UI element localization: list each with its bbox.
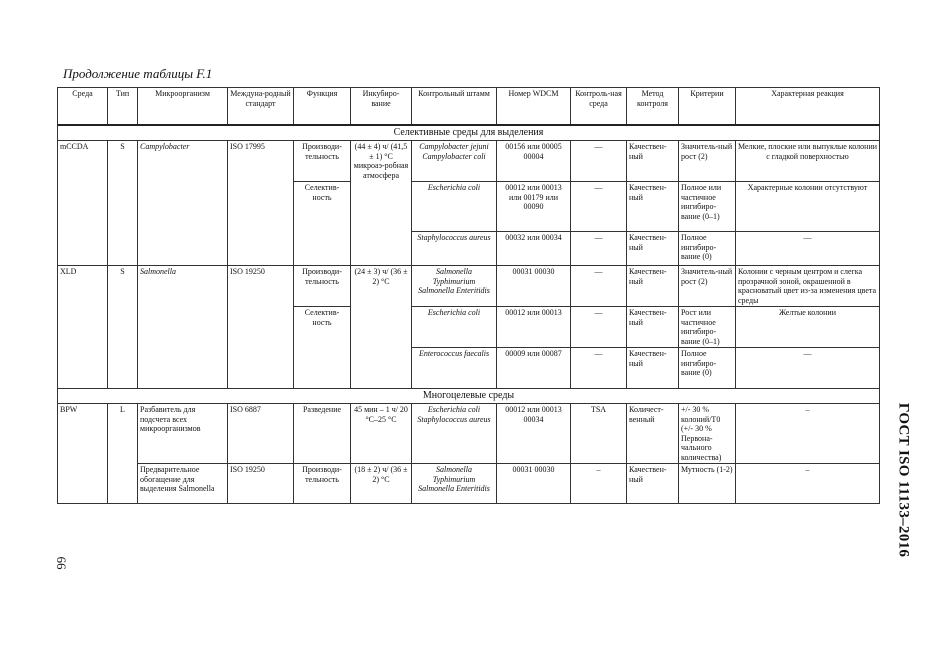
method-cell: Количест-венный: [627, 404, 679, 464]
table-continuation-title: Продолжение таблицы F.1: [63, 66, 213, 81]
method-cell: Качествен-ный: [627, 464, 679, 504]
header-cell: Тип: [108, 88, 138, 126]
type-cell: S: [108, 266, 138, 389]
microorganism-cell: Campylobacter: [138, 141, 228, 266]
type-cell: S: [108, 141, 138, 266]
standard-cell: ISO 6887: [228, 404, 294, 464]
header-cell: Характерная реакция: [736, 88, 880, 126]
header-cell: Контрольный штамм: [412, 88, 497, 126]
control-medium-cell: TSA: [571, 404, 627, 464]
control-medium-cell: —: [571, 348, 627, 389]
microorganism-cell: Предварительное обогащение для выделения Salmonella: [138, 464, 228, 504]
page-number: 66: [54, 556, 69, 570]
medium-cell: mCCDA: [58, 141, 108, 266]
medium-cell: XLD: [58, 266, 108, 389]
reaction-cell: Характерные колонии отсутствуют: [736, 182, 880, 232]
strain-cell: Salmonella Typhimurium Salmonella Enteritidis: [412, 464, 497, 504]
wdcm-cell: 00031 00030: [497, 266, 571, 307]
criteria-cell: Полное или частичное ингибиро-вание (0–1): [679, 182, 736, 232]
incubation-cell: (44 ± 4) ч/ (41,5 ± 1) °С микроаэ-робная атмосфера: [351, 141, 412, 266]
header-cell: Контроль-ная среда: [571, 88, 627, 126]
reaction-cell: –: [736, 404, 880, 464]
method-cell: Качествен-ный: [627, 266, 679, 307]
header-cell: Критерии: [679, 88, 736, 126]
table-row: [58, 464, 880, 504]
strain-cell: Staphylococcus aureus: [412, 232, 497, 266]
wdcm-cell: 00009 или 00087: [497, 348, 571, 389]
criteria-cell: Значитель-ный рост (2): [679, 141, 736, 182]
strain-cell: Escherichia coli Staphylococcus aureus: [412, 404, 497, 464]
table-row: [58, 404, 880, 464]
standard-cell: ISO 19250: [228, 464, 294, 504]
header-cell: Микроорганизм: [138, 88, 228, 126]
control-medium-cell: –: [571, 464, 627, 504]
section-row: [58, 125, 880, 141]
function-cell: Разведение: [294, 404, 351, 464]
criteria-cell: Полное ингибиро-вание (0): [679, 232, 736, 266]
function-cell: Производи-тельность: [294, 266, 351, 307]
incubation-cell: (18 ± 2) ч/ (36 ± 2) °С: [351, 464, 412, 504]
method-cell: Качествен-ный: [627, 141, 679, 182]
table-header-row: [58, 88, 880, 126]
medium-cell: BPW: [58, 404, 108, 504]
header-cell: Номер WDCM: [497, 88, 571, 126]
wdcm-cell: 00012 или 00013 00034: [497, 404, 571, 464]
strain-cell: Escherichia coli: [412, 182, 497, 232]
strain-cell: Salmonella Typhimurium Salmonella Enteritidis: [412, 266, 497, 307]
reaction-cell: Колонии с черным центром и слегка прозрачной зоной, окрашенной в красноватый цвет из-за изменения цвета среды: [736, 266, 880, 307]
wdcm-cell: 00012 или 00013 или 00179 или 00090: [497, 182, 571, 232]
criteria-cell: Полное ингибиро-вание (0): [679, 348, 736, 389]
strain-cell: Enterococcus faecalis: [412, 348, 497, 389]
method-cell: Качествен-ный: [627, 348, 679, 389]
function-cell: Селектив-ность: [294, 307, 351, 389]
header-cell: Междуна-родный стандарт: [228, 88, 294, 126]
criteria-cell: Значитель-ный рост (2): [679, 266, 736, 307]
header-cell: Функция: [294, 88, 351, 126]
wdcm-cell: 00156 или 00005 00004: [497, 141, 571, 182]
control-medium-cell: —: [571, 232, 627, 266]
reaction-cell: Желтые колонии: [736, 307, 880, 348]
header-cell: Среда: [58, 88, 108, 126]
control-medium-cell: —: [571, 307, 627, 348]
criteria-cell: Рост или частичное ингибиро-вание (0–1): [679, 307, 736, 348]
incubation-cell: 45 мин – 1 ч/ 20 °С–25 °С: [351, 404, 412, 464]
method-cell: Качествен-ный: [627, 182, 679, 232]
control-medium-cell: —: [571, 266, 627, 307]
strain-cell: Escherichia coli: [412, 307, 497, 348]
type-cell: L: [108, 404, 138, 504]
reaction-cell: Мелкие, плоские или выпуклые колонии с гладкой поверхностью: [736, 141, 880, 182]
header-cell: Метод контроля: [627, 88, 679, 126]
table-row: [58, 141, 880, 182]
wdcm-cell: 00031 00030: [497, 464, 571, 504]
function-cell: Производи-тельность: [294, 464, 351, 504]
standard-side-header: ГОСТ ISO 11133–2016: [895, 402, 912, 558]
incubation-cell: (24 ± 3) ч/ (36 ± 2) °С: [351, 266, 412, 389]
control-medium-cell: —: [571, 141, 627, 182]
criteria-cell: Мутность (1-2): [679, 464, 736, 504]
reaction-cell: –: [736, 464, 880, 504]
function-cell: Селектив-ность: [294, 182, 351, 266]
wdcm-cell: 00012 или 00013: [497, 307, 571, 348]
strain-cell: Campylobacter jejuni Campylobacter coli: [412, 141, 497, 182]
section-title-selective: Селективные среды для выделения: [58, 125, 880, 141]
media-table: [57, 87, 880, 504]
wdcm-cell: 00032 или 00034: [497, 232, 571, 266]
microorganism-cell: Salmonella: [138, 266, 228, 389]
criteria-cell: +/- 30 % колоний/T0 (+/- 30 % Первона-чального количества): [679, 404, 736, 464]
method-cell: Качествен-ный: [627, 232, 679, 266]
microorganism-cell: Разбавитель для подсчета всех микроорганизмов: [138, 404, 228, 464]
section-title-multi: Многоцелевые среды: [58, 389, 880, 404]
section-row: [58, 389, 880, 404]
reaction-cell: —: [736, 348, 880, 389]
standard-cell: ISO 17995: [228, 141, 294, 266]
standard-cell: ISO 19250: [228, 266, 294, 389]
method-cell: Качествен-ный: [627, 307, 679, 348]
function-cell: Производи-тельность: [294, 141, 351, 182]
table-row: [58, 266, 880, 307]
header-cell: Инкубиро-вание: [351, 88, 412, 126]
control-medium-cell: —: [571, 182, 627, 232]
reaction-cell: —: [736, 232, 880, 266]
